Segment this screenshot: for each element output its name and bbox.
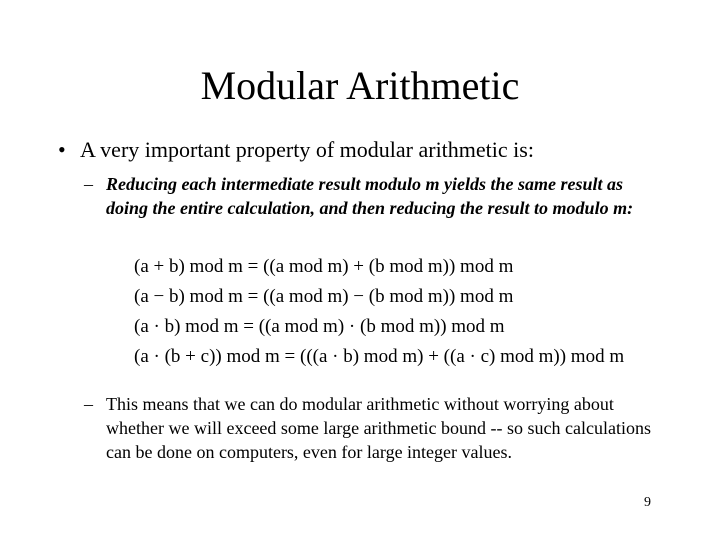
sub-bullet-1 [84, 172, 664, 220]
equation-multiplication: (a · b) mod m = ((a mod m) · (b mod m)) mod m [134, 316, 505, 337]
equation-distributive: (a · (b + c)) mod m = (((a · b) mod m) + ((a · c) mod m)) mod m [134, 346, 625, 367]
main-bullet [58, 136, 698, 164]
equation-block [134, 252, 624, 372]
slide-title: Modular Arithmetic [200, 63, 520, 108]
sub-bullet-2-text: This means that we can do modular arithmetic without worrying about whether we will exceed some large arithmetic bound -- so such calculations can be done on computers, even for large integer values. [106, 394, 651, 462]
bullet-marker: • [58, 137, 66, 162]
page-number: 9 [644, 495, 651, 510]
sub-bullet-1-text: Reducing each intermediate result modulo m yields the same result as doing the entire calculation, and then reducing the result to modulo m: [106, 174, 634, 218]
main-bullet-text: A very important property of modular arithmetic is: [80, 137, 534, 162]
sub-bullet-2 [84, 392, 664, 464]
sub-bullet-marker: – [84, 394, 93, 414]
equation-subtraction: (a − b) mod m = ((a mod m) − (b mod m)) mod m [134, 286, 514, 307]
equation-addition: (a + b) mod m = ((a mod m) + (b mod m)) mod m [134, 256, 514, 277]
sub-bullet-marker: – [84, 174, 93, 194]
